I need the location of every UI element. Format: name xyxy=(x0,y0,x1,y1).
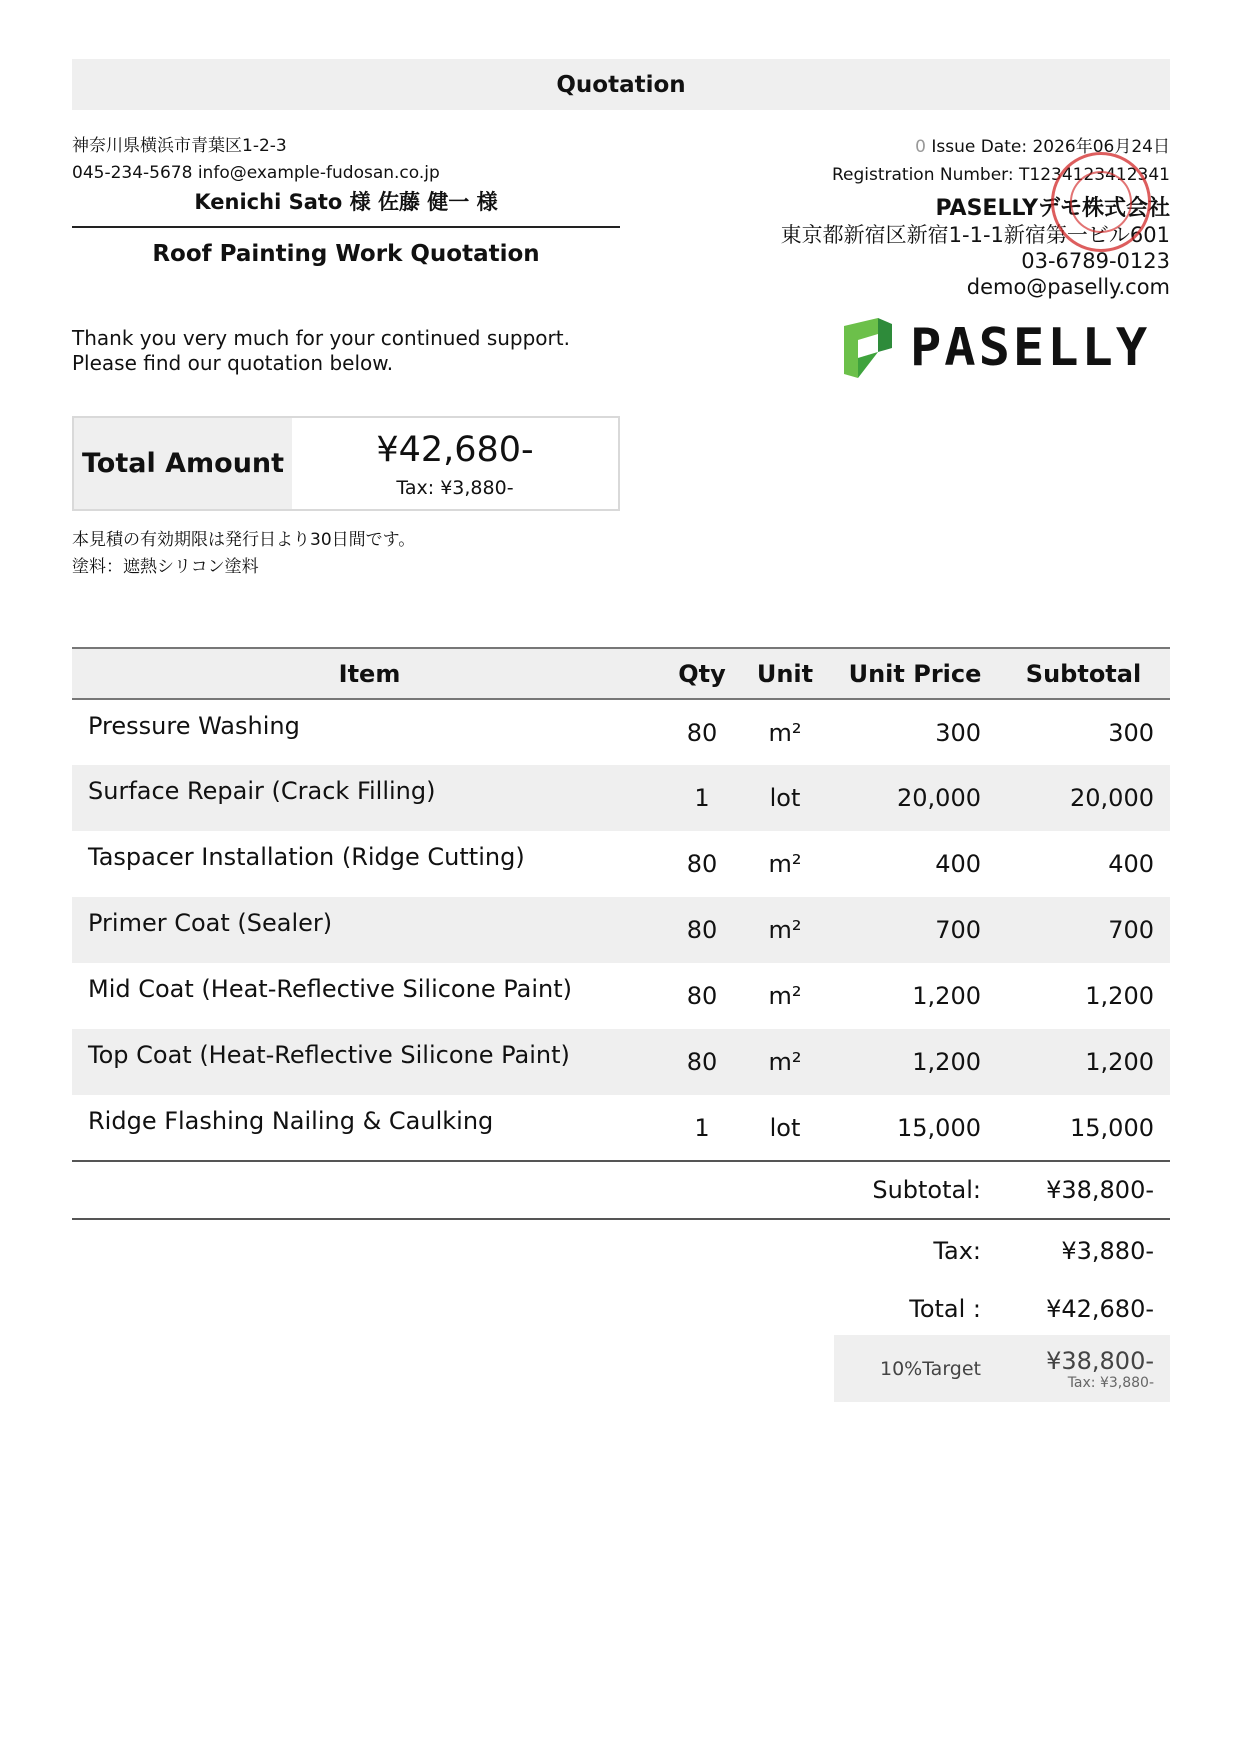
table-row xyxy=(72,897,1170,963)
cell-qty: 80 xyxy=(667,897,737,963)
cell-unit: m² xyxy=(768,850,802,878)
summary-subtotal-value: ¥38,800- xyxy=(1046,1175,1154,1204)
company-address: 東京都新宿区新宿1-1-1新宿第一ビル601 xyxy=(780,223,1170,247)
greeting-line-1: Thank you very much for your continued support. xyxy=(72,326,570,350)
cell-item: Mid Coat (Heat-Reflective Silicone Paint) xyxy=(88,975,572,1003)
tax-target-label: 10%Target xyxy=(879,1357,981,1380)
cell-qty: 80 xyxy=(667,1029,737,1095)
summary-total-label: Total : xyxy=(909,1295,981,1323)
table-row xyxy=(72,963,1170,1029)
greeting-line-2: Please find our quotation below. xyxy=(72,351,394,375)
cell-subtotal: 20,000 xyxy=(997,765,1170,831)
cell-subtotal: 400 xyxy=(1108,850,1154,878)
total-amount-tax: Tax: ¥3,880- xyxy=(396,476,514,499)
sender-info xyxy=(72,133,440,187)
cell-unit-price: 20,000 xyxy=(833,765,997,831)
logo-mark-icon xyxy=(838,318,894,378)
cell-unit-price: 1,200 xyxy=(833,1029,997,1095)
tax-target-amount: ¥38,800- xyxy=(1046,1346,1154,1375)
table-row xyxy=(72,765,1170,831)
cell-qty: 1 xyxy=(667,765,737,831)
items-table xyxy=(72,647,1170,1162)
cell-unit-price: 300 xyxy=(935,718,981,747)
tax-target-values xyxy=(997,1347,1170,1391)
cell-subtotal: 300 xyxy=(1108,718,1154,747)
cell-unit: m² xyxy=(768,718,802,747)
registration-number: Registration Number: T1234123412341 xyxy=(831,165,1170,185)
cell-qty: 80 xyxy=(686,850,718,878)
header-item: Item xyxy=(72,648,667,699)
cell-unit-price: 15,000 xyxy=(833,1095,997,1161)
issue-date: Issue Date: 2026年06月24日 xyxy=(931,137,1170,157)
cell-subtotal: 1,200 xyxy=(1085,982,1154,1010)
summary-subtotal-row xyxy=(72,1161,1170,1220)
company-phone: 03-6789-0123 xyxy=(1021,249,1170,273)
summary-tax-label: Tax: xyxy=(933,1237,981,1265)
summary-tax-value: ¥3,880- xyxy=(1061,1237,1154,1265)
note-validity: 本見積の有効期限は発行日より30日間です。 xyxy=(72,530,416,550)
quotation-subject: Roof Painting Work Quotation xyxy=(152,241,540,267)
header-unit-price: Unit Price xyxy=(833,648,997,699)
cell-item: Top Coat (Heat-Reflective Silicone Paint) xyxy=(72,1029,667,1095)
tax-target-tax: Tax: ¥3,880- xyxy=(1067,1374,1154,1391)
table-row xyxy=(72,699,1170,765)
table-row xyxy=(72,831,1170,897)
cell-unit: lot xyxy=(737,765,833,831)
cell-unit-price: 1,200 xyxy=(912,982,981,1010)
cell-item: Pressure Washing xyxy=(88,712,300,740)
summary-total-value: ¥42,680- xyxy=(1046,1295,1154,1323)
seal-inner-ring xyxy=(1065,166,1137,238)
tax-target-box xyxy=(834,1335,1170,1402)
cell-item: Surface Repair (Crack Filling) xyxy=(72,765,667,831)
summary-subtotal-label: Subtotal: xyxy=(872,1175,981,1204)
header-unit: Unit xyxy=(737,648,833,699)
cell-subtotal: 700 xyxy=(997,897,1170,963)
logo-wordmark: PASELLY xyxy=(910,318,1151,378)
document-number: 0 xyxy=(915,137,926,157)
cell-unit: m² xyxy=(768,982,802,1010)
note-paint: 塗料：遮熱シリコン塗料 xyxy=(72,557,259,577)
notes xyxy=(72,527,415,581)
summary-tax-row xyxy=(72,1222,1170,1280)
company-logo xyxy=(838,318,1150,378)
cell-qty: 80 xyxy=(686,982,718,1010)
header-subtotal: Subtotal xyxy=(997,648,1170,699)
cell-unit: lot xyxy=(737,1095,833,1161)
cell-subtotal: 15,000 xyxy=(997,1095,1170,1161)
company-email: demo@paselly.com xyxy=(966,275,1170,299)
table-row xyxy=(72,1095,1170,1161)
cell-qty: 1 xyxy=(667,1095,737,1161)
total-amount-value: ¥42,680- xyxy=(376,429,534,470)
total-amount-box xyxy=(72,416,620,511)
header-qty: Qty xyxy=(667,648,737,699)
cell-unit-price: 400 xyxy=(935,850,981,878)
cell-qty: 80 xyxy=(686,718,718,747)
customer-name: Kenichi Sato 様 佐藤 健一 様 xyxy=(72,186,620,228)
table-header-row xyxy=(72,648,1170,699)
sender-address: 神奈川県横浜市青葉区1-2-3 xyxy=(72,136,287,156)
total-amount-label: Total Amount xyxy=(74,418,292,509)
cell-item: Ridge Flashing Nailing & Caulking xyxy=(72,1095,667,1161)
greeting-text xyxy=(72,326,570,376)
summary-total-row xyxy=(72,1280,1170,1338)
document-title: Quotation xyxy=(72,59,1170,110)
table-row xyxy=(72,1029,1170,1095)
cell-subtotal: 1,200 xyxy=(997,1029,1170,1095)
cell-item: Taspacer Installation (Ridge Cutting) xyxy=(88,843,525,871)
total-amount-value-cell xyxy=(292,418,618,509)
cell-unit: m² xyxy=(737,1029,833,1095)
company-name: PASELLYデモ株式会社 xyxy=(935,196,1170,221)
cell-unit-price: 700 xyxy=(833,897,997,963)
sender-contact: 045-234-5678 info@example-fudosan.co.jp xyxy=(72,163,440,183)
cell-item: Primer Coat (Sealer) xyxy=(72,897,667,963)
cell-unit: m² xyxy=(737,897,833,963)
